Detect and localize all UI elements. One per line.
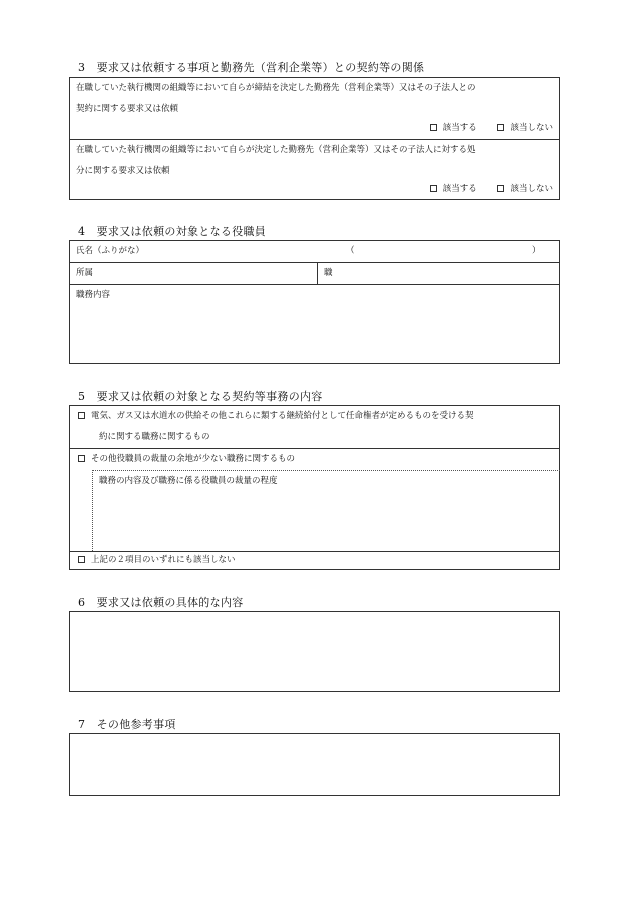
section3-row1-line2: 契約に関する要求又は依頼	[76, 104, 179, 114]
section3-row2-options	[412, 181, 553, 197]
checkbox-icon[interactable]	[78, 455, 85, 462]
furigana-open-paren: （	[346, 246, 355, 256]
section5-option3[interactable]	[70, 551, 559, 569]
duties-label: 職務内容	[76, 290, 111, 300]
checkbox-icon[interactable]	[497, 185, 504, 192]
section3-row1-options	[412, 120, 553, 136]
name-label: 氏名（ふりがな）	[76, 246, 145, 256]
section3-row2-line2: 分に関する要求又は依頼	[76, 166, 170, 176]
affiliation-row	[70, 262, 559, 284]
option3-label: 上記の２項目のいずれにも該当しない	[91, 555, 236, 565]
option2-detail-label: 職務の内容及び職務に係る役職員の裁量の程度	[99, 476, 278, 486]
section3-row-disposition	[70, 139, 559, 199]
checkbox-icon[interactable]	[497, 124, 504, 131]
section4-title: 4 要求又は依頼の対象となる役職員	[78, 225, 267, 238]
row1-not-applies-option[interactable]: 該当しない	[497, 123, 553, 133]
section3-row-contract	[70, 78, 559, 139]
section5-option1[interactable]	[70, 406, 559, 448]
duties-row[interactable]	[70, 284, 559, 363]
section5-option2	[70, 448, 559, 551]
option1-line1: 電気、ガス又は水道水の供給その他これらに類する継続給付として任命権者が定めるものを受ける契	[91, 411, 474, 421]
section6-title: 6 要求又は依頼の具体的な内容	[78, 596, 244, 609]
section3-title: 3 要求又は依頼する事項と勤務先（営利企業等）との契約等の関係	[78, 61, 425, 74]
section3-table	[69, 77, 560, 200]
affiliation-label: 所属	[76, 268, 94, 278]
option2-header[interactable]	[70, 449, 559, 470]
checkbox-icon[interactable]	[78, 556, 85, 563]
name-row[interactable]	[70, 241, 559, 262]
option2-label: その他役職員の裁量の余地が少ない職務に関するもの	[91, 454, 296, 464]
checkbox-icon[interactable]	[430, 185, 437, 192]
section7-content-box[interactable]	[69, 733, 560, 796]
row2-not-applies-option[interactable]: 該当しない	[497, 184, 553, 194]
option2-detail-box[interactable]	[92, 470, 560, 551]
section4-table	[69, 240, 560, 364]
option1-line2: 約に関する職務に関するもの	[99, 432, 210, 442]
affiliation-cell[interactable]	[70, 263, 318, 284]
checkbox-icon[interactable]	[78, 412, 85, 419]
position-cell[interactable]	[324, 263, 333, 284]
row1-applies-option[interactable]: 該当する	[430, 123, 477, 133]
section5-title: 5 要求又は依頼の対象となる契約等事務の内容	[78, 390, 323, 403]
section6-content-box[interactable]	[69, 611, 560, 692]
section3-row2-line1: 在職していた執行機関の組織等において自らが決定した勤務先（営利企業等）又はその子法人に対する処	[76, 145, 476, 155]
section7-title: 7 その他参考事項	[78, 718, 176, 731]
furigana-close-paren: ）	[532, 246, 541, 256]
section5-table	[69, 405, 560, 570]
position-label: 職	[324, 268, 333, 278]
row2-applies-option[interactable]: 該当する	[430, 184, 477, 194]
section3-row1-line1: 在職していた執行機関の組織等において自らが締結を決定した勤務先（営利企業等）又はその子法人との	[76, 83, 476, 93]
checkbox-icon[interactable]	[430, 124, 437, 131]
